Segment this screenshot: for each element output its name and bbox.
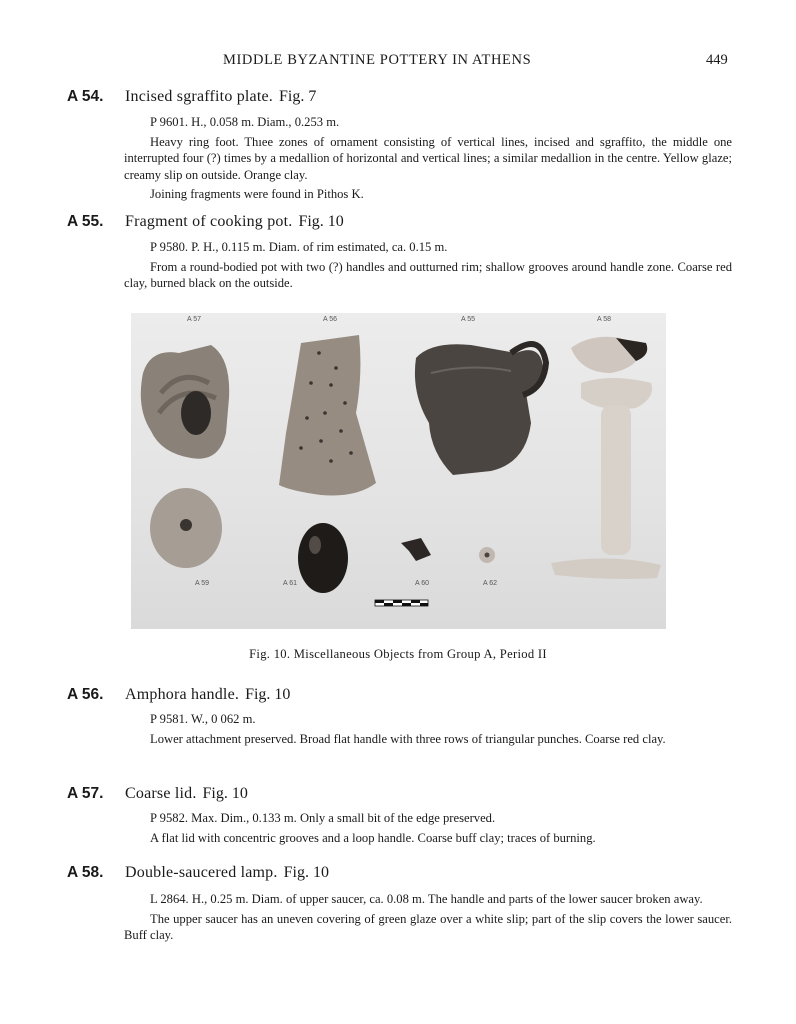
entry-body-a58 bbox=[124, 891, 732, 947]
handle-fragment-a56 bbox=[279, 335, 376, 496]
entry-heading-a54 bbox=[67, 88, 316, 106]
entry-title: Coarse lid. bbox=[125, 785, 197, 802]
figure-reference: Fig. 10 bbox=[245, 686, 291, 703]
scale-bar bbox=[375, 600, 428, 606]
entry-id: A 56. bbox=[67, 686, 104, 703]
entry-body-a54 bbox=[124, 114, 732, 206]
figure-reference: Fig. 10 bbox=[298, 213, 344, 230]
entry-id: A 55. bbox=[67, 213, 104, 230]
lamp-a58 bbox=[551, 337, 661, 579]
object-label: A 60 bbox=[415, 580, 430, 587]
lid-fragment-a57 bbox=[141, 345, 229, 459]
object-label: A 61 bbox=[283, 580, 298, 587]
figure-reference: Fig. 7 bbox=[279, 88, 317, 105]
entry-heading-a58 bbox=[67, 864, 329, 882]
object-label: A 58 bbox=[597, 316, 612, 323]
entry-body-a57 bbox=[124, 810, 732, 849]
entry-title: Double-saucered lamp. bbox=[125, 864, 278, 881]
entry-id: A 57. bbox=[67, 785, 104, 802]
entry-body-a56 bbox=[124, 711, 732, 750]
entry-meta: P 9601. H., 0.058 m. Diam., 0.253 m. bbox=[150, 115, 340, 129]
entry-meta: L 2864. H., 0.25 m. Diam. of upper saucer, ca. 0.08 m. The handle and parts of the lower saucer broken away. bbox=[150, 892, 703, 906]
ball-a61 bbox=[298, 523, 348, 593]
figure-reference: Fig. 10 bbox=[283, 864, 329, 881]
figure-caption: Fig. 10. Miscellaneous Objects from Group A, Period II bbox=[249, 647, 547, 661]
entry-heading-a55 bbox=[67, 213, 344, 231]
entry-heading-a56 bbox=[67, 686, 290, 704]
entry-heading-a57 bbox=[67, 785, 248, 803]
entry-paragraph: The upper saucer has an uneven covering of green glaze over a white slip; part of the slip covers the lower saucer. Buff clay. bbox=[124, 911, 732, 942]
entry-body-a55 bbox=[124, 239, 732, 295]
object-label: A 56 bbox=[323, 316, 338, 323]
object-label: A 55 bbox=[461, 316, 476, 323]
entry-paragraph: From a round-bodied pot with two (?) handles and outturned rim; shallow grooves around handle zone. Coarse red clay, burned black on the outside. bbox=[124, 259, 732, 290]
bead-a62 bbox=[479, 547, 495, 563]
entry-title: Amphora handle. bbox=[125, 686, 240, 703]
entry-meta: P 9582. Max. Dim., 0.133 m. Only a small bit of the edge preserved. bbox=[150, 811, 496, 825]
entry-paragraph: Heavy ring foot. Thıee zones of ornament consisting of vertical lines, incised and sgraffito, the middle one interrupted four (?) times by a medallion of horizontal and vertical lines; a similar medallion in the centre. Yellow glaze; creamy slip on outside. Orange clay. bbox=[124, 134, 732, 182]
entry-paragraph: Lower attachment preserved. Broad flat handle with three rows of triangular punches. Coarse red clay. bbox=[150, 731, 666, 746]
figure-10-photograph bbox=[131, 313, 666, 629]
running-header bbox=[0, 52, 796, 72]
object-label: A 59 bbox=[195, 580, 210, 587]
sherd-a60 bbox=[401, 538, 431, 561]
entry-meta: P 9580. P. H., 0.115 m. Diam. of rim estimated, ca. 0.15 m. bbox=[150, 240, 448, 254]
running-title: MIDDLE BYZANTINE POTTERY IN ATHENS bbox=[223, 52, 532, 68]
entry-title: Incised sgraffito plate. bbox=[125, 88, 274, 105]
entry-id: A 58. bbox=[67, 864, 104, 881]
entry-paragraph: A flat lid with concentric grooves and a loop handle. Coarse buff clay; traces of burning. bbox=[150, 830, 596, 845]
cooking-pot-fragment-a55 bbox=[415, 344, 546, 475]
object-label: A 57 bbox=[187, 316, 202, 323]
entry-meta: P 9581. W., 0 062 m. bbox=[150, 712, 256, 726]
entry-id: A 54. bbox=[67, 88, 104, 105]
object-label: A 62 bbox=[483, 580, 498, 587]
entry-title: Fragment of cooking pot. bbox=[125, 213, 293, 230]
figure-reference: Fig. 10 bbox=[202, 785, 248, 802]
entry-paragraph: Joining fragments were found in Pithos K. bbox=[150, 187, 364, 201]
whorl-a59 bbox=[150, 488, 222, 568]
page-number: 449 bbox=[706, 52, 728, 68]
